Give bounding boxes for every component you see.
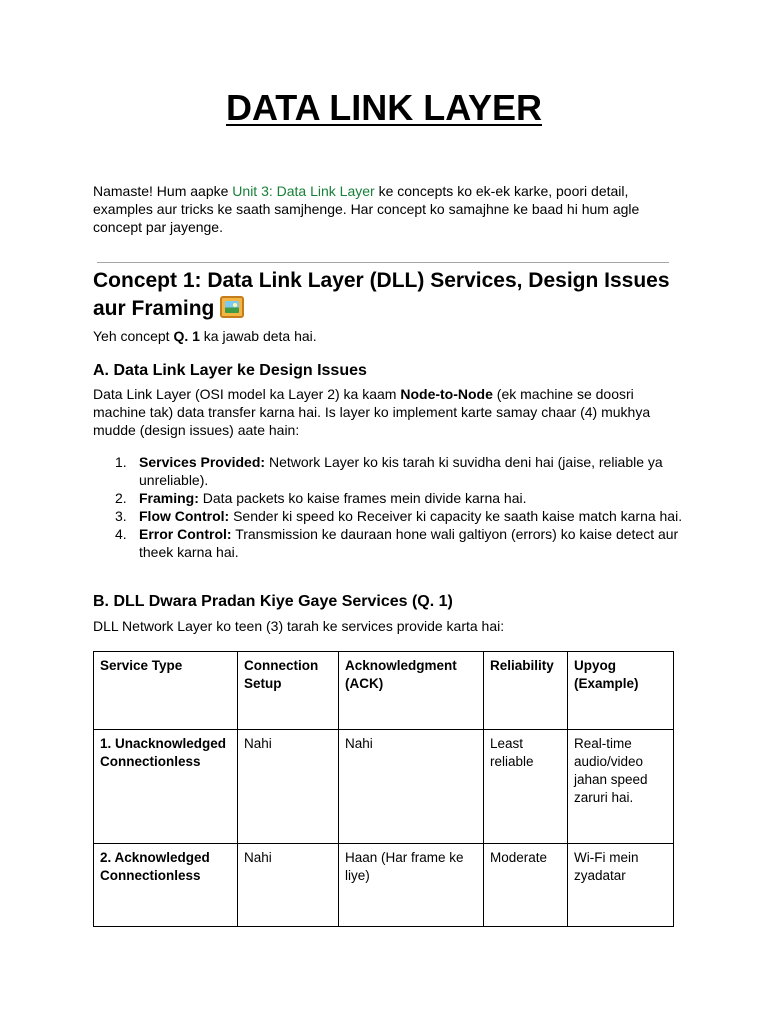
table-cell: Moderate [484, 844, 568, 927]
intro-text-end: ke concepts ko ek-ek karke, poori detail, examples aur tricks ke saath samjhenge. Har concept ko samajhne ke baad hi hum agle concept par jayenge. [93, 183, 640, 235]
table-cell: 2. Acknowledged Connectionless [94, 844, 238, 927]
section-a-bold-term: Node-to-Node [400, 386, 493, 402]
table-header-cell: Reliability [484, 652, 568, 730]
list-item-term: Framing: [139, 490, 199, 506]
list-item-text: Sender ki speed ko Receiver ki capacity ke saath kaise match karna hai. [229, 508, 683, 524]
section-a-paragraph [93, 385, 683, 439]
section-b-paragraph: DLL Network Layer ko teen (3) tarah ke services provide karta hai: [93, 618, 505, 634]
section-a-text-end: (ek machine se doosri machine tak) data transfer karna hai. Is layer ko implement karte samay chaar (4) mukhya mudde (design issues) aate hain: [93, 386, 651, 438]
table-cell: Haan (Har frame ke liye) [339, 844, 484, 927]
answer-note-end: ka jawab deta hai. [199, 328, 317, 344]
table-cell: Wi-Fi mein zyadatar [568, 844, 674, 927]
table-cell: Least reliable [484, 730, 568, 844]
table-cell: Nahi [238, 844, 339, 927]
answer-note-question: Q. 1 [173, 328, 200, 344]
table-cell: Nahi [339, 730, 484, 844]
list-item-term: Services Provided: [139, 454, 266, 470]
intro-paragraph [93, 182, 683, 236]
table-header-cell: Connection Setup [238, 652, 339, 730]
document-title: DATA LINK LAYER [225, 87, 542, 128]
list-item [93, 489, 683, 507]
list-item-term: Error Control: [139, 526, 232, 542]
list-item-number: 2. [115, 490, 127, 506]
list-item-term: Flow Control: [139, 508, 230, 524]
list-item-text: Network Layer ko kis tarah ki suvidha deni hai (jaise, reliable ya unreliable). [139, 454, 663, 488]
list-item-text: Transmission ke dauraan hone wali galtiyon (errors) ko kaise detect aur theek karna hai. [139, 526, 679, 560]
table-header-cell: Acknowledgment (ACK) [339, 652, 484, 730]
table-row [94, 730, 674, 844]
section-a-text-start: Data Link Layer (OSI model ka Layer 2) ka kaam [93, 386, 401, 402]
horizontal-divider [97, 262, 669, 263]
list-item [93, 507, 683, 525]
list-item-text: Data packets ko kaise frames mein divide karna hai. [198, 490, 527, 506]
concept-1-heading-text: Concept 1: Data Link Layer (DLL) Services, Design Issues aur Framing [93, 269, 670, 320]
unit-link[interactable]: Unit 3: Data Link Layer [232, 183, 375, 199]
list-item-number: 3. [115, 508, 127, 524]
services-table [93, 651, 674, 927]
intro-text-start: Namaste! Hum aapke [93, 183, 233, 199]
table-header-cell: Upyog (Example) [568, 652, 674, 730]
framed-picture-icon [220, 296, 244, 318]
concept-1-heading [93, 267, 683, 323]
table-header-row [94, 652, 674, 730]
concept-1-answer-note [93, 327, 683, 345]
list-item-number: 1. [115, 454, 127, 470]
table-cell: Nahi [238, 730, 339, 844]
section-b-heading: B. DLL Dwara Pradan Kiye Gaye Services (Q. 1) [93, 593, 453, 610]
table-cell: Real-time audio/video jahan speed zaruri hai. [568, 730, 674, 844]
table-cell: 1. Unacknowledged Connectionless [94, 730, 238, 844]
section-a-heading: A. Data Link Layer ke Design Issues [93, 362, 367, 379]
list-item-number: 4. [115, 526, 127, 542]
list-item [93, 525, 683, 561]
answer-note-start: Yeh concept [93, 328, 174, 344]
design-issues-list [93, 453, 683, 561]
table-row [94, 844, 674, 927]
list-item [93, 453, 683, 489]
table-header-cell: Service Type [94, 652, 238, 730]
